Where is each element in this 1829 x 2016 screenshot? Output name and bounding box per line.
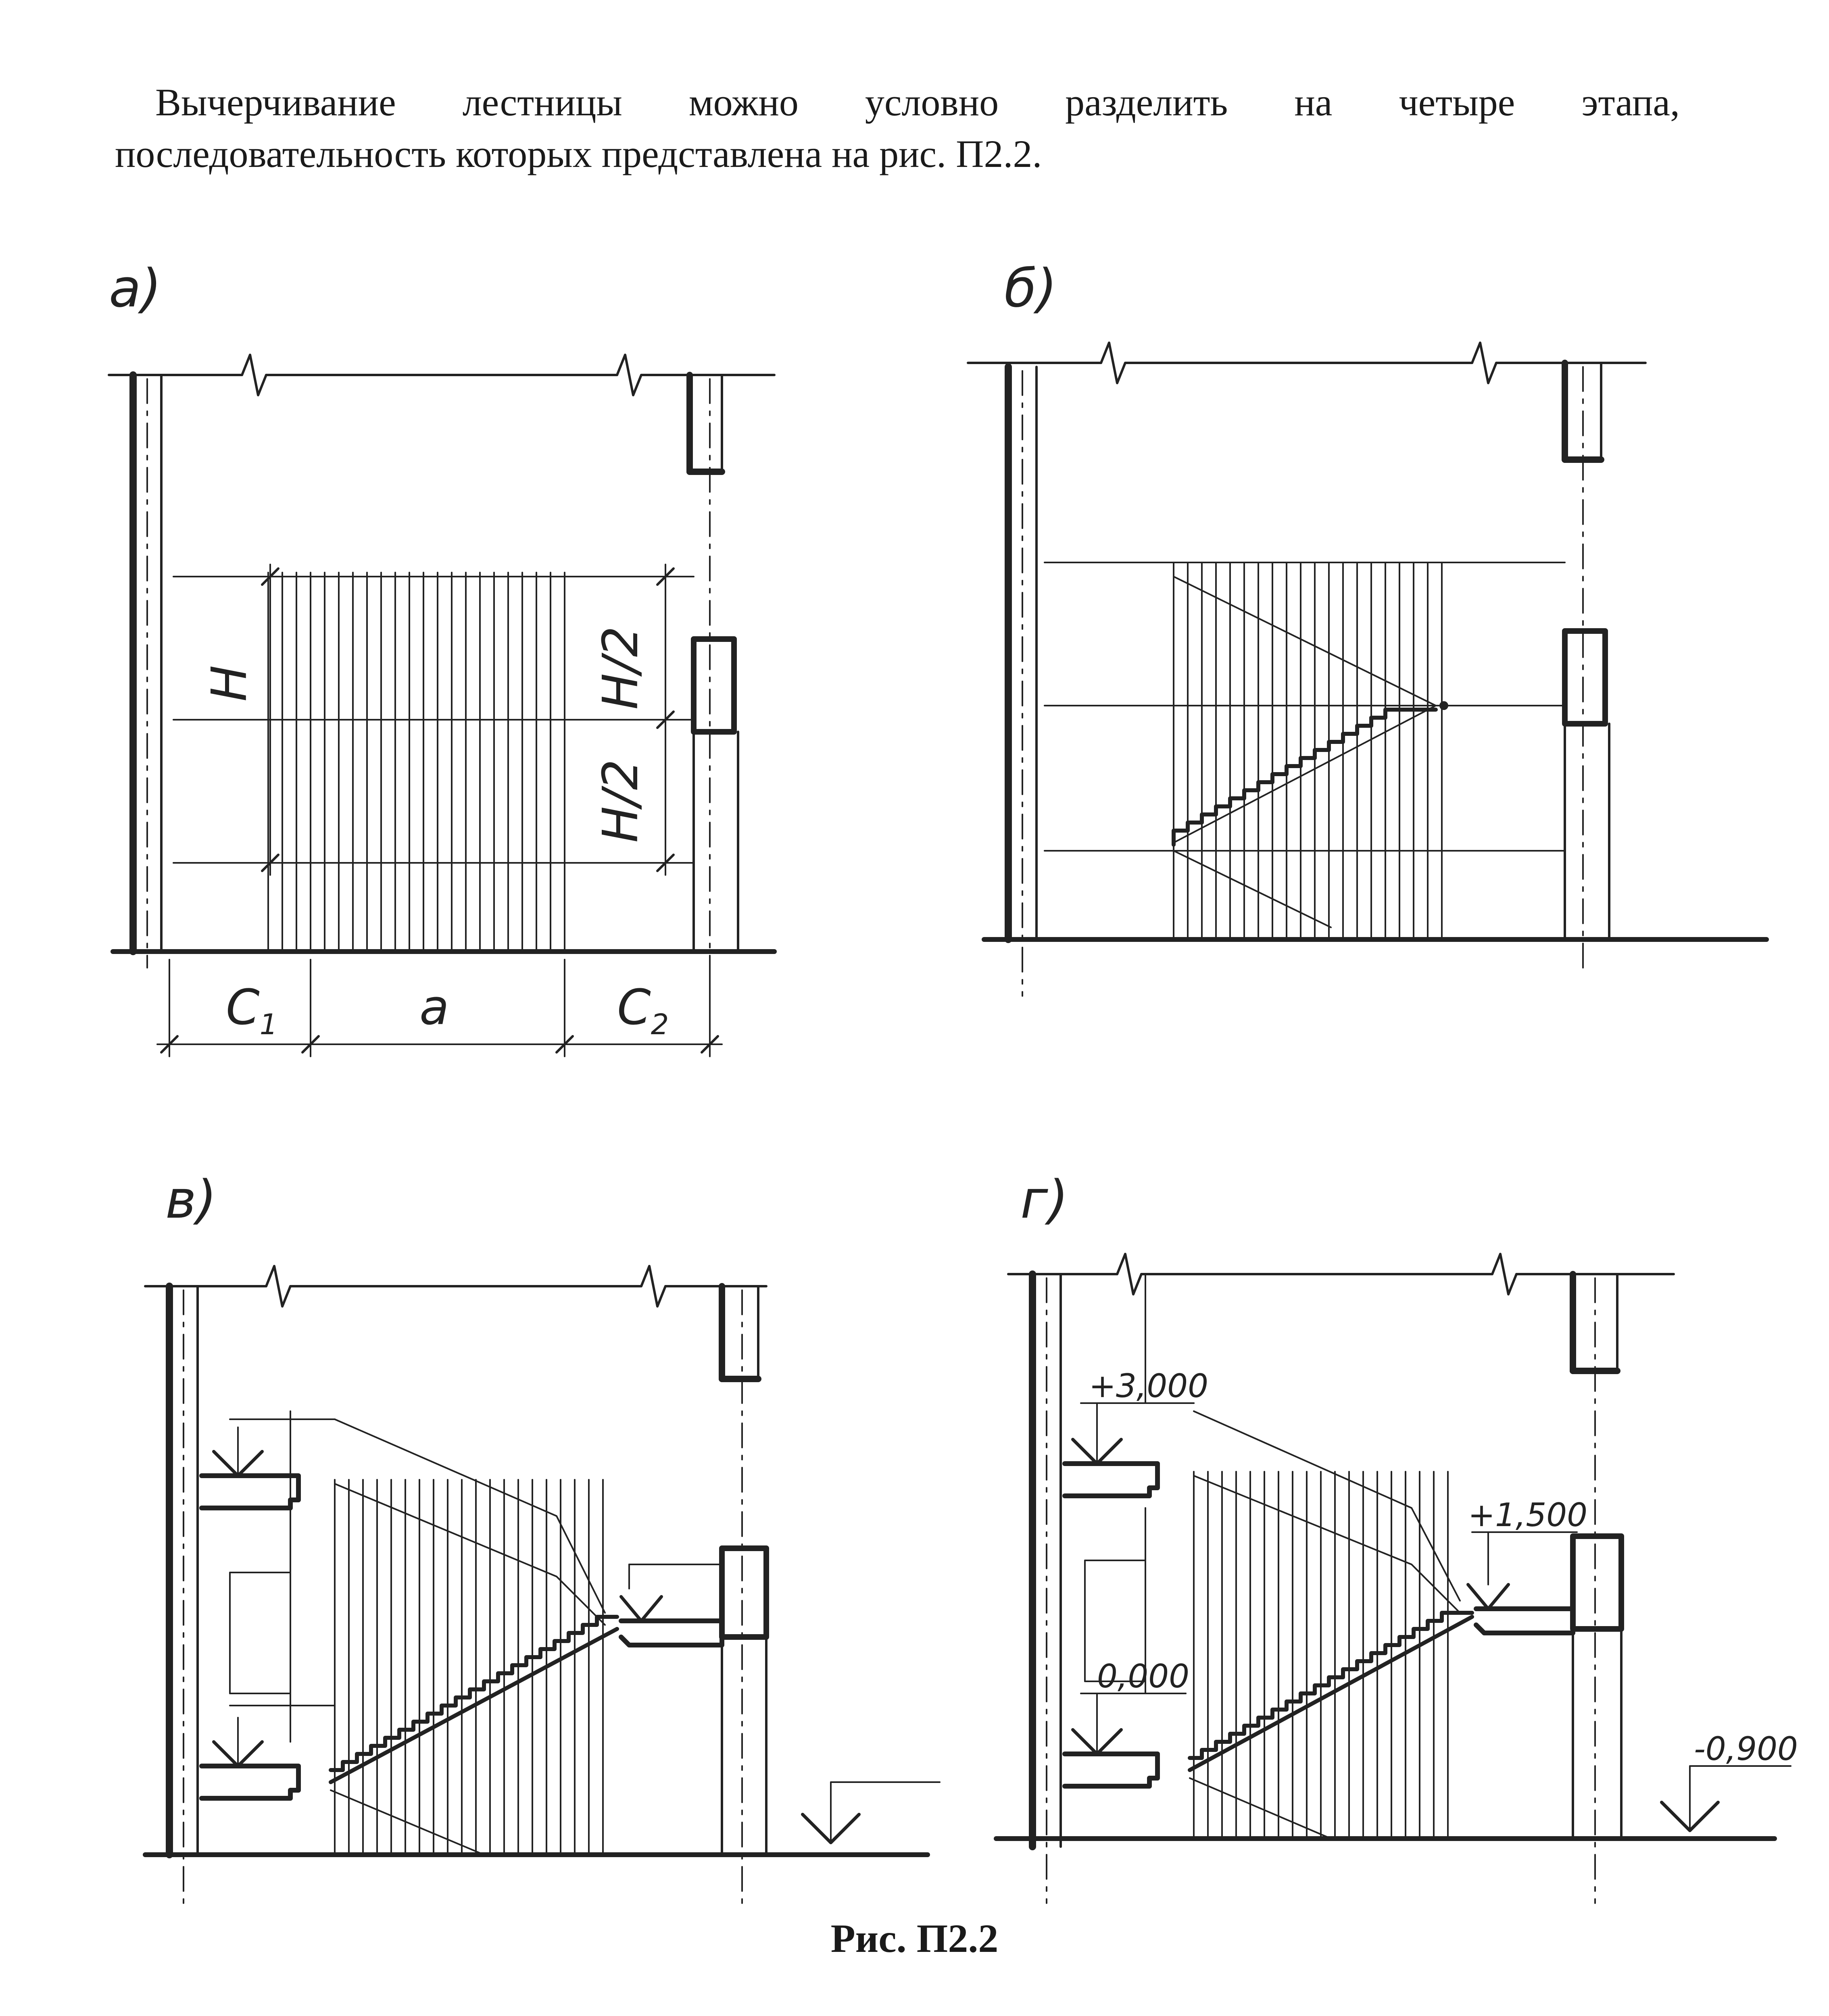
dimension-h-label: H: [202, 665, 258, 702]
panel-a-drawing: [109, 355, 774, 1056]
dimension-half-h-upper-label: H/2: [593, 626, 649, 710]
dimension-c2-label: $C_2$: [617, 980, 669, 1041]
panel-c-label: в): [165, 1169, 217, 1230]
intro-paragraph-line-1: Вычерчивание лестницы можно условно разделить на четыре этапа,: [155, 81, 1680, 124]
dimension-a-label: a: [419, 980, 449, 1036]
elevation-top-floor-label: +3,000: [1089, 1367, 1209, 1405]
figure-caption: Рис. П2.2: [830, 1916, 999, 1961]
panel-d-drawing: [996, 1254, 1791, 1903]
dimension-half-h-lower-label: H/2: [593, 759, 649, 843]
dimension-c1-label: $C_1$: [226, 980, 278, 1041]
panel-b-label: б): [1004, 258, 1057, 319]
panel-d-label: г): [1020, 1169, 1069, 1230]
panel-b-drawing: [968, 343, 1766, 996]
elevation-ground-floor-label: 0,000: [1097, 1658, 1190, 1695]
elevation-outside-label: -0,900: [1694, 1730, 1798, 1768]
elevation-landing-label: +1,500: [1468, 1496, 1588, 1534]
panel-a-label: а): [109, 258, 162, 319]
intro-paragraph-line-2: последовательность которых представлена на рис. П2.2.: [115, 132, 1042, 175]
panel-c-drawing: [145, 1266, 940, 1903]
